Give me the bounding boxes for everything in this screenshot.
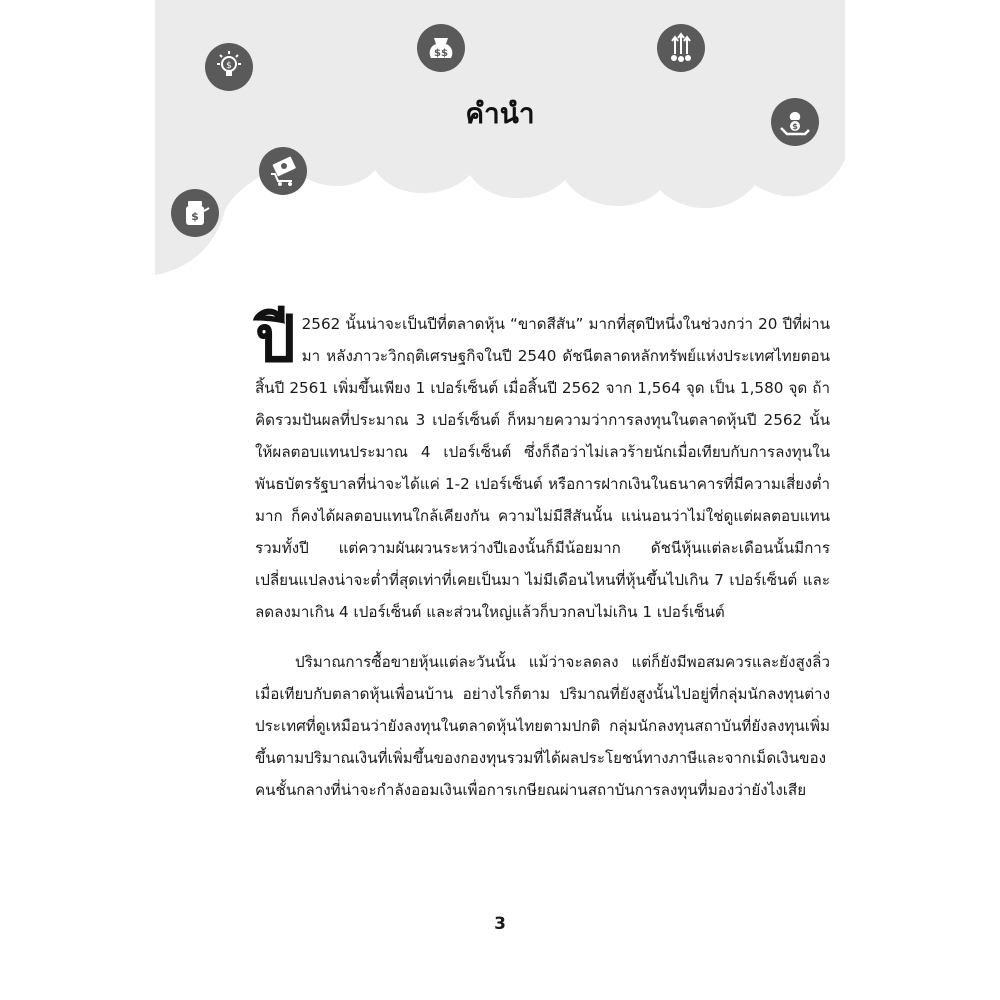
paragraph-2: ปริมาณการซื้อขายหุ้นแต่ละวันนั้น แม้ว่าจะลดลง แต่ก็ยังมีพอสมควรและยังสูงลิ่วเมื่อเทียบกับตลาดหุ้นเพื่อนบ้าน อย่างไรก็ตาม ปริมาณที่ยังสูงนั้นไปอยู่ที่กลุ่มนักลงทุนต่างประเทศที่ดูเหมือนว่ายังลงทุนในตลาดหุ้นไทยตามปกติ กลุ่มนักลงทุนสถาบันที่ยังลงทุนเพิ่มขึ้นตามปริมาณเงินที่เพิ่มขึ้นของกองทุนรวมที่ได้ผลประโยชน์ทางภาษีและจากเม็ดเงินของคนชั้นกลางที่น่าจะกำลังออมเงินเพื่อการเกษียณผ่านสถาบันการลงทุนที่มองว่ายังไงเสีย [255,653,830,799]
paragraph-1 [255,303,830,628]
header-cloud-shape [155,0,845,280]
investment-growth-icon [657,24,705,72]
paragraph-1-text: 2562 นั้นน่าจะเป็นปีที่ตลาดหุ้น “ขาดสีสัน” มากที่สุดปีหนึ่งในช่วงกว่า 20 ปีที่ผ่านมา หลังภาวะวิกฤติเศรษฐกิจในปี 2540 ดัชนีตลาดหลักทรัพย์แห่งประเทศไทยตอนสิ้นปี 2561 เพิ่มขึ้นเพียง 1 เปอร์เซ็นต์ เมื่อสิ้นปี 2562 จาก 1,564 จุด เป็น 1,580 จุด ถ้าคิดรวมปันผลที่ประมาณ 3 เปอร์เซ็นต์ ก็หมายความว่าการลงทุนในตลาดหุ้นปี 2562 นั้น ให้ผลตอบแทนประมาณ 4 เปอร์เซ็นต์ ซึ่งก็ถือว่าไม่เลวร้ายนักเมื่อเทียบกับการลงทุนในพันธบัตรรัฐบาลที่น่าจะได้แค่ 1-2 เปอร์เซ็นต์ หรือการฝากเงินในธนาคารที่มีความเสี่ยงต่ำมาก ก็คงได้ผลตอบแทนใกล้เคียงกัน ความไม่มีสีสันนั้น แน่นอนว่าไม่ใช่ดูแต่ผลตอบแทนรวมทั้งปี แต่ความผันผวนระหว่างปีเองนั้นก็มีน้อยมาก ดัชนีหุ้นแต่ละเดือนนั้นมีการเปลี่ยนแปลงน่าจะต่ำที่สุดเท่าที่เคยเป็นมา ไม่มีเดือนไหนที่หุ้นขึ้นไปเกิน 7 เปอร์เซ็นต์ และลดลงมาเกิน 4 เปอร์เซ็นต์ และส่วนใหญ่แล้วก็บวกลบไม่เกิน 1 เปอร์เซ็นต์ [255,315,830,621]
svg-text:$: $ [226,61,232,71]
money-jar-icon [171,189,219,237]
money-bag-icon [417,24,465,72]
svg-text:$: $ [792,122,798,131]
svg-text:$: $ [191,210,199,223]
page-number: 3 [494,914,506,934]
book-page [155,0,845,1000]
lightbulb-icon [205,43,253,91]
body-text [255,303,830,806]
svg-text:$$: $$ [434,48,448,59]
banknote-cart-icon [259,147,307,195]
page-title: คำนำ [465,97,535,130]
drop-cap: ปี [255,303,296,377]
